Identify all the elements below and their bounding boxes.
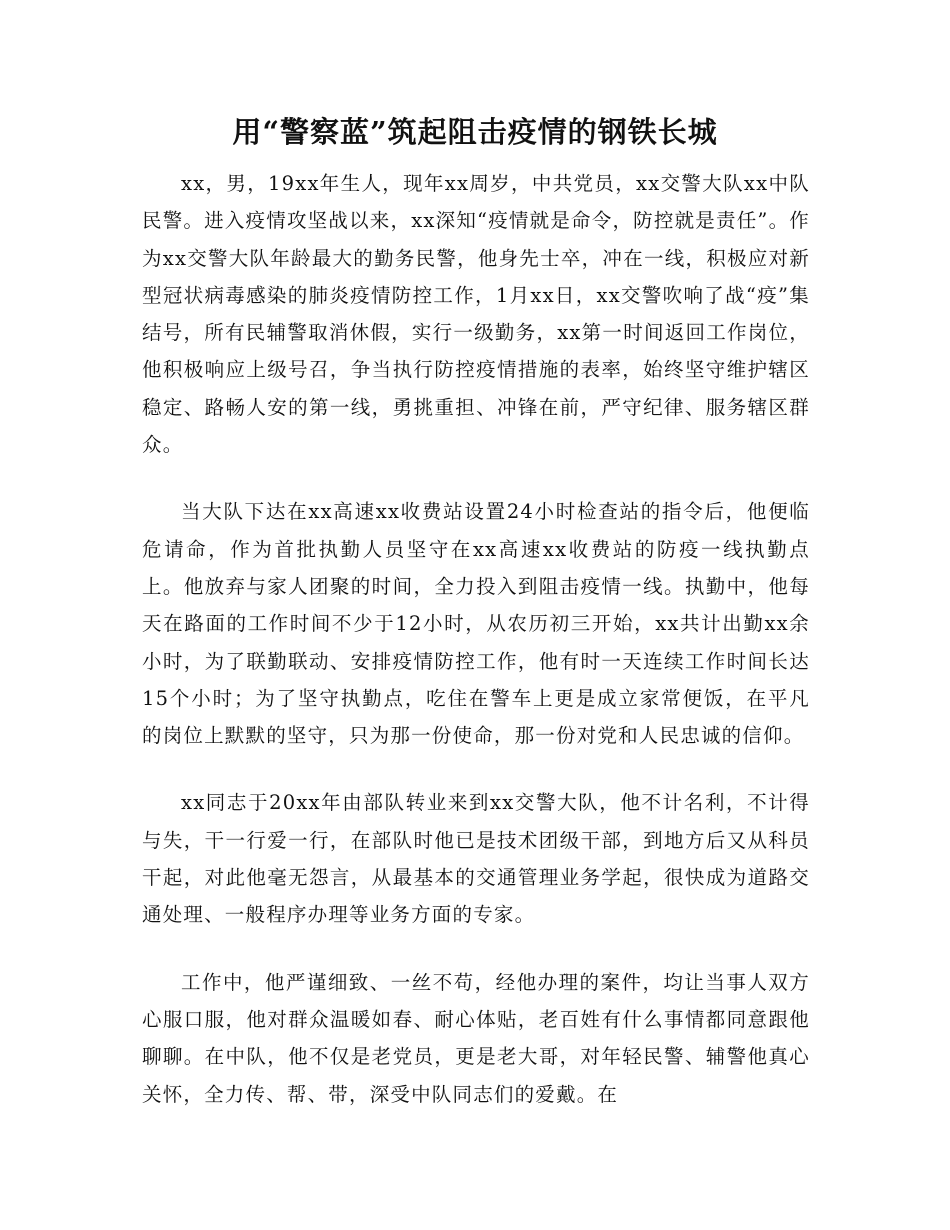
paragraph-4: 工作中，他严谨细致、一丝不苟，经他办理的案件，均让当事人双方心服口服，他对群众温暖如春、耐心体贴，老百姓有什么事情都同意跟他聊聊。在中队，他不仅是老党员，更是老大哥，对年轻民警、辅警他真心关怀，全力传、帮、带，深受中队同志们的爱戴。在 — [142, 970, 810, 1106]
paragraph-1: xx，男，19xx年生人，现年xx周岁，中共党员，xx交警大队xx中队民警。进入疫情攻坚战以来，xx深知“疫情就是命令，防控就是责任”。作为xx交警大队年龄最大的勤务民警，他身先士卒，冲在一线，积极应对新型冠状病毒感染的肺炎疫情防控工作，1月xx日，xx交警吹响了战“疫”集结号，所有民辅警取消休假，实行一级勤务，xx第一时间返回工作岗位，他积极响应上级号召，争当执行防控疫情措施的表率，始终坚守维护辖区稳定、路畅人安的第一线，勇挑重担、冲锋在前，严守纪律、服务辖区群众。 — [142, 172, 810, 457]
paragraph-3: xx同志于20xx年由部队转业来到xx交警大队，他不计名利，不计得与失，干一行爱一行，在部队时他已是技术团级干部，到地方后又从科员干起，对此他毫无怨言，从最基本的交通管理业务学起，很快成为道路交通处理、一般程序办理等业务方面的专家。 — [142, 791, 810, 927]
paragraph-2: 当大队下达在xx高速xx收费站设置24小时检查站的指令后，他便临危请命，作为首批执勤人员坚守在xx高速xx收费站的防疫一线执勤点上。他放弃与家人团聚的时间，全力投入到阻击疫情一线。执勤中，他每天在路面的工作时间不少于12小时，从农历初三开始，xx共计出勤xx余小时，为了联勤联动、安排疫情防控工作，他有时一天连续工作时间长达15个小时；为了坚守执勤点，吃住在警车上更是成立家常便饭，在平凡的岗位上默默的坚守，只为那一份使命，那一份对党和人民忠诚的信仰。 — [142, 500, 810, 748]
document-body — [142, 165, 810, 1143]
document-title: 用“警察蓝”筑起阻击疫情的钢铁长城 — [232, 115, 718, 149]
